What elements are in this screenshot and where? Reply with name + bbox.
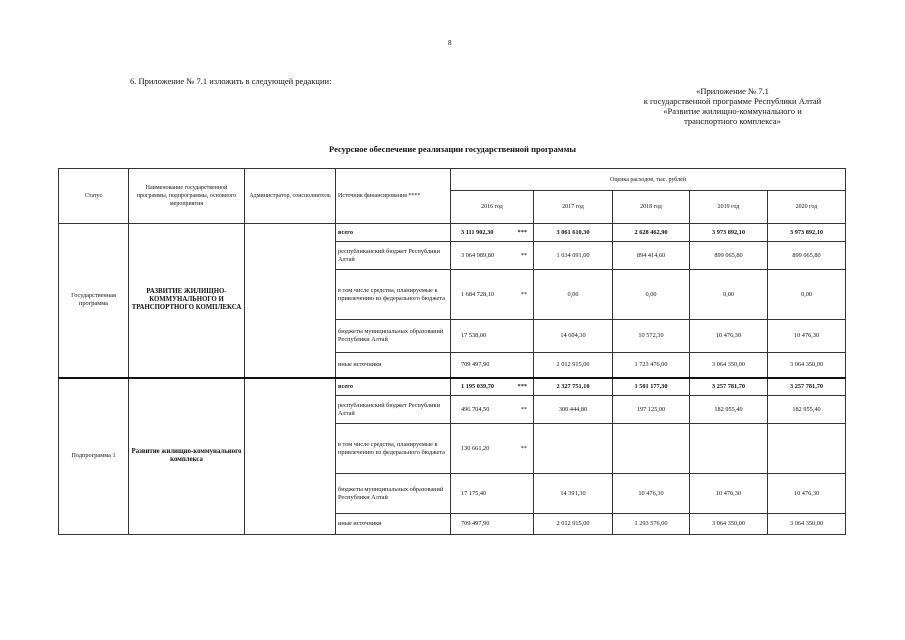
source-cell: всего xyxy=(336,224,451,242)
value-2016: 1 195 039,70 xyxy=(461,382,495,390)
value-2019-cell: 0,00 xyxy=(690,270,768,320)
value-2016-cell xyxy=(451,224,534,242)
source-cell: иные источники xyxy=(336,353,451,378)
value-2020-cell: 3 257 781,70 xyxy=(768,378,846,396)
value-2016: 17 175,40 xyxy=(461,489,487,497)
header-admin: Администратор, соисполнитель xyxy=(245,169,336,224)
appendix-line-3: «Развитие жилищно-коммунального и xyxy=(663,106,802,116)
value-2020-cell xyxy=(768,424,846,474)
header-year-2018: 2018 год xyxy=(613,191,690,224)
value-2018-cell xyxy=(613,424,690,474)
value-2017-cell: 3 061 610,30 xyxy=(534,224,613,242)
value-2018-cell: 0,00 xyxy=(613,270,690,320)
header-year-2019: 2019 год xyxy=(690,191,768,224)
header-year-2017: 2017 год xyxy=(534,191,613,224)
status-cell: Государственная программа xyxy=(59,224,129,378)
source-cell: республиканский бюджет Республики Алтай xyxy=(336,396,451,424)
value-2016-cell xyxy=(451,353,534,378)
table-row xyxy=(59,378,846,396)
value-2020-cell: 3 064 350,00 xyxy=(768,514,846,535)
value-2020-cell: 182 955,40 xyxy=(768,396,846,424)
value-2020-cell: 3 064 350,00 xyxy=(768,353,846,378)
value-2019-cell: 899 065,80 xyxy=(690,242,768,270)
value-2016-cell xyxy=(451,378,534,396)
value-2017-cell: 2 012 915,00 xyxy=(534,514,613,535)
value-2016: 3 064 989,80 xyxy=(461,251,495,259)
value-2020-cell: 10 476,30 xyxy=(768,320,846,353)
appendix-caption xyxy=(535,86,835,126)
value-2016: 709 497,90 xyxy=(461,360,490,368)
value-2017-cell: 2 327 751,10 xyxy=(534,378,613,396)
value-2018-cell: 894 414,60 xyxy=(613,242,690,270)
value-2019-cell xyxy=(690,424,768,474)
value-2016-cell xyxy=(451,270,534,320)
value-2016: 17 538,00 xyxy=(461,332,487,339)
value-2018-cell: 1 501 177,30 xyxy=(613,378,690,396)
header-status: Статус xyxy=(59,169,129,224)
value-2016-cell xyxy=(451,396,534,424)
value-2019-cell: 3 064 350,00 xyxy=(690,353,768,378)
value-2020-cell: 899 065,80 xyxy=(768,242,846,270)
value-2018-cell: 1 723 476,00 xyxy=(613,353,690,378)
source-cell: иные источники xyxy=(336,514,451,535)
footnote-mark: ** xyxy=(520,405,527,413)
value-2017-cell: 14 604,30 xyxy=(534,320,613,353)
value-2019-cell: 3 257 781,70 xyxy=(690,378,768,396)
source-cell: в том числе средства, планируемые к привлечению из федерального бюджета xyxy=(336,270,451,320)
source-cell: в том числе средства, планируемые к привлечению из федерального бюджета xyxy=(336,424,451,474)
value-2017-cell xyxy=(534,424,613,474)
value-2016-cell xyxy=(451,424,534,474)
value-2019-cell: 3 973 892,10 xyxy=(690,224,768,242)
value-2020-cell: 0,00 xyxy=(768,270,846,320)
status-cell: Подпрограмма 1 xyxy=(59,378,129,535)
header-year-2016: 2016 год xyxy=(451,191,534,224)
footnote-mark: ** xyxy=(520,290,527,298)
value-2016: 3 111 902,30 xyxy=(461,228,494,236)
program-name-cell: Развитие жилищно-коммунального комплекса xyxy=(129,378,245,535)
value-2017-cell: 14 391,30 xyxy=(534,474,613,514)
value-2016: 1 684 728,10 xyxy=(461,290,495,298)
value-2018-cell: 10 572,30 xyxy=(613,320,690,353)
value-2018-cell: 197 125,00 xyxy=(613,396,690,424)
appendix-line-2: к государственной программе Республики Алтай xyxy=(643,96,822,106)
value-2019-cell: 3 064 350,00 xyxy=(690,514,768,535)
value-2017-cell: 0,00 xyxy=(534,270,613,320)
value-2017-cell: 300 444,80 xyxy=(534,396,613,424)
value-2017-cell: 2 012 915,00 xyxy=(534,353,613,378)
footnote-mark: *** xyxy=(517,382,527,390)
document-heading: Ресурсное обеспечение реализации государственной программы xyxy=(329,144,576,154)
value-2017-cell: 1 034 091,00 xyxy=(534,242,613,270)
value-2018-cell: 10 476,30 xyxy=(613,474,690,514)
footnote-mark: ** xyxy=(520,251,527,259)
value-2020-cell: 3 973 892,10 xyxy=(768,224,846,242)
value-2019-cell: 10 476,30 xyxy=(690,320,768,353)
value-2019-cell: 182 955,40 xyxy=(690,396,768,424)
header-row-1 xyxy=(59,169,846,191)
header-estimate: Оценка расходов, тыс. рублей xyxy=(451,169,846,191)
value-2016-cell xyxy=(451,242,534,270)
value-2019-cell: 10 476,30 xyxy=(690,474,768,514)
source-cell: бюджеты муниципальных образований Республики Алтай xyxy=(336,320,451,353)
value-2016: 709 497,90 xyxy=(461,520,490,527)
value-2016: 496 704,50 xyxy=(461,405,490,413)
intro-text: 6. Приложение № 7.1 изложить в следующей редакции: xyxy=(130,76,332,86)
page-number: 8 xyxy=(448,39,452,47)
header-name: Наименование государственной программы, подпрограммы, основного мероприятия xyxy=(129,169,245,224)
source-cell: бюджеты муниципальных образований Республики Алтай xyxy=(336,474,451,514)
admin-cell xyxy=(245,224,336,378)
appendix-line-4: транспортного комплекса» xyxy=(684,116,781,126)
source-cell: всего xyxy=(336,378,451,396)
header-source: Источник финансирования **** xyxy=(336,169,451,224)
value-2018-cell: 1 293 576,00 xyxy=(613,514,690,535)
value-2016-cell xyxy=(451,514,534,535)
value-2016-cell xyxy=(451,474,534,514)
resource-table xyxy=(58,168,846,535)
value-2016: 130 661,20 xyxy=(461,444,490,452)
appendix-line-1: «Приложение № 7.1 xyxy=(696,86,769,96)
header-year-2020: 2020 год xyxy=(768,191,846,224)
value-2016-cell xyxy=(451,320,534,353)
source-cell: республиканский бюджет Республики Алтай xyxy=(336,242,451,270)
admin-cell xyxy=(245,378,336,535)
value-2020-cell: 10 476,30 xyxy=(768,474,846,514)
table-body xyxy=(59,224,846,535)
table-row xyxy=(59,224,846,242)
footnote-mark: *** xyxy=(517,228,527,236)
program-name-cell: РАЗВИТИЕ ЖИЛИЩНО-КОММУНАЛЬНОГО И ТРАНСПОРТНОГО КОМПЛЕКСА xyxy=(129,224,245,378)
value-2018-cell: 2 628 462,90 xyxy=(613,224,690,242)
footnote-mark: ** xyxy=(520,444,527,452)
